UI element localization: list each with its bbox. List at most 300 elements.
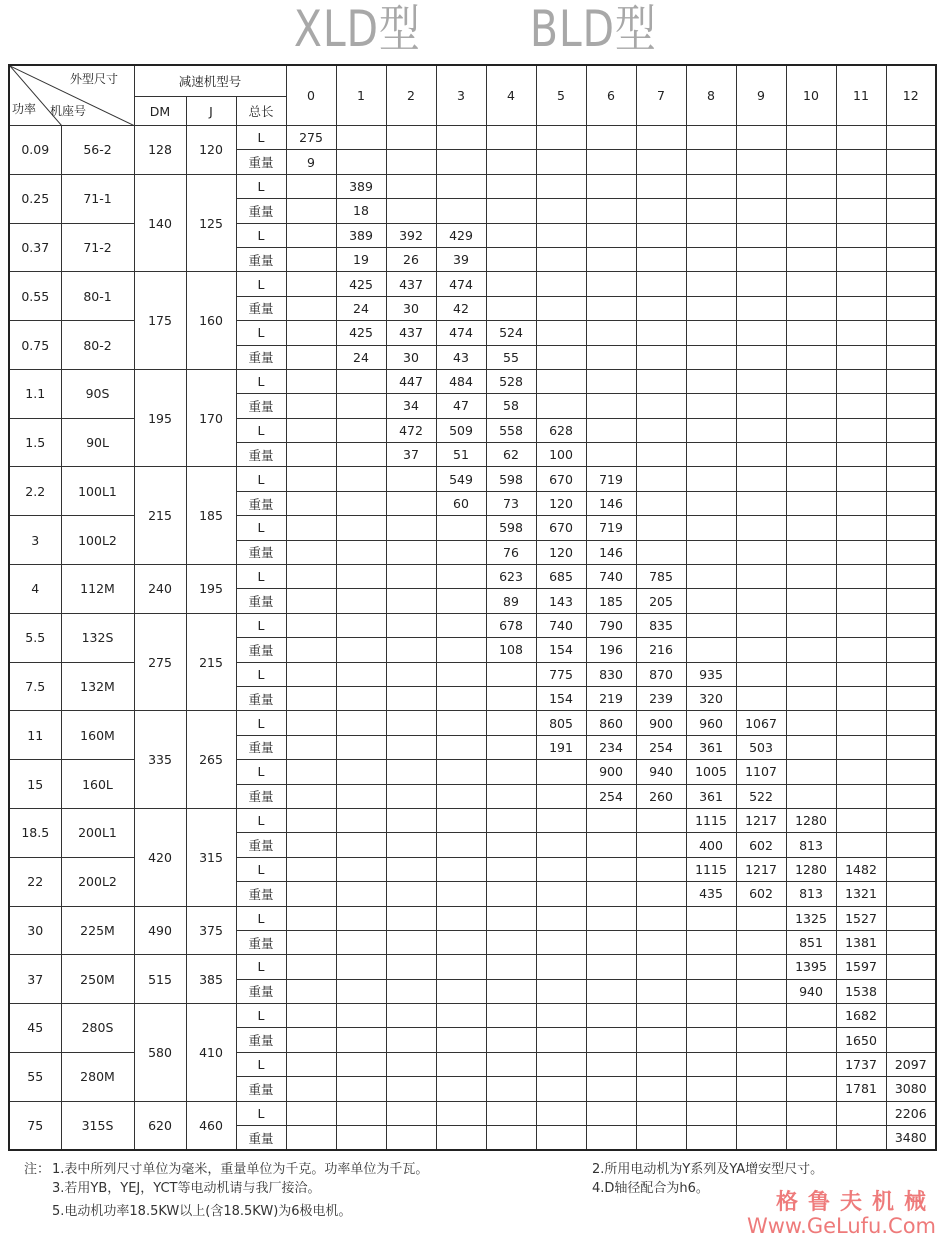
- weight-value: [436, 833, 486, 857]
- length-value: [686, 126, 736, 150]
- weight-value: [736, 443, 786, 467]
- length-value: [286, 418, 336, 442]
- length-value: 474: [436, 272, 486, 296]
- weight-value: [486, 1077, 536, 1101]
- dm-cell: 128: [134, 126, 186, 175]
- length-value: 685: [536, 565, 586, 589]
- length-value: [486, 1052, 536, 1076]
- weight-value: [486, 979, 536, 1003]
- weight-value: 435: [686, 882, 736, 906]
- weight-label: 重量: [236, 589, 286, 613]
- weight-value: 120: [536, 491, 586, 515]
- weight-value: 24: [336, 345, 386, 369]
- j-cell: 120: [186, 126, 236, 175]
- weight-value: [886, 833, 936, 857]
- length-label: L: [236, 613, 286, 637]
- weight-value: 320: [686, 686, 736, 710]
- frame-cell: 90L: [61, 418, 134, 467]
- weight-value: [336, 1126, 386, 1151]
- power-cell: 4: [9, 565, 61, 614]
- length-value: [686, 272, 736, 296]
- table-row: [9, 955, 936, 979]
- model-col-6: 6: [586, 65, 636, 126]
- weight-value: [286, 930, 336, 954]
- weight-value: [436, 882, 486, 906]
- length-value: [386, 516, 436, 540]
- weight-value: [736, 540, 786, 564]
- length-value: [736, 906, 786, 930]
- length-value: [836, 418, 886, 442]
- length-value: [586, 418, 636, 442]
- weight-value: [886, 296, 936, 320]
- length-value: [386, 174, 436, 198]
- length-value: [286, 613, 336, 637]
- length-value: [686, 418, 736, 442]
- note-4: 4.D轴径配合为h6。: [592, 1181, 709, 1196]
- weight-label: 重量: [236, 491, 286, 515]
- power-cell: 1.5: [9, 418, 61, 467]
- spec-table-body: [9, 126, 936, 1151]
- length-value: [786, 613, 836, 637]
- weight-value: 185: [586, 589, 636, 613]
- total-length-header: 总长: [236, 97, 286, 126]
- length-value: [636, 321, 686, 345]
- length-value: 1527: [836, 906, 886, 930]
- weight-value: [836, 296, 886, 320]
- weight-value: [786, 540, 836, 564]
- length-value: [586, 174, 636, 198]
- model-col-1: 1: [336, 65, 386, 126]
- weight-value: [536, 882, 586, 906]
- weight-value: [336, 491, 386, 515]
- length-value: [736, 1004, 786, 1028]
- length-value: [636, 126, 686, 150]
- length-value: [836, 467, 886, 491]
- weight-value: 39: [436, 247, 486, 271]
- length-value: 1280: [786, 808, 836, 832]
- weight-value: [536, 394, 586, 418]
- power-cell: 0.25: [9, 174, 61, 223]
- length-value: [486, 760, 536, 784]
- j-cell: 125: [186, 174, 236, 272]
- corner-power-label: 功率: [12, 102, 37, 116]
- weight-value: 254: [636, 735, 686, 759]
- table-row: [9, 272, 936, 296]
- weight-value: [886, 882, 936, 906]
- model-col-9: 9: [736, 65, 786, 126]
- notes-prefix: 注：: [24, 1162, 51, 1177]
- weight-value: [836, 735, 886, 759]
- length-value: [786, 174, 836, 198]
- weight-value: [686, 345, 736, 369]
- weight-value: 120: [536, 540, 586, 564]
- page-title: [0, 0, 950, 58]
- length-value: [786, 516, 836, 540]
- weight-value: 813: [786, 833, 836, 857]
- length-value: 598: [486, 516, 536, 540]
- length-value: 830: [586, 662, 636, 686]
- weight-value: [286, 443, 336, 467]
- weight-value: 191: [536, 735, 586, 759]
- length-value: 835: [636, 613, 686, 637]
- dm-cell: 240: [134, 565, 186, 614]
- weight-value: [336, 735, 386, 759]
- weight-value: [286, 979, 336, 1003]
- length-value: [836, 272, 886, 296]
- watermark-url: Www.GeLufu.Com: [746, 1214, 936, 1238]
- length-value: 870: [636, 662, 686, 686]
- dm-cell: 420: [134, 808, 186, 906]
- model-col-12: 12: [886, 65, 936, 126]
- length-value: 474: [436, 321, 486, 345]
- weight-value: [736, 589, 786, 613]
- length-value: [586, 321, 636, 345]
- length-value: [586, 1052, 636, 1076]
- length-value: [286, 174, 336, 198]
- power-cell: 30: [9, 906, 61, 955]
- weight-value: [786, 150, 836, 174]
- length-value: [586, 369, 636, 393]
- dm-cell: 580: [134, 1004, 186, 1102]
- table-row: [9, 613, 936, 637]
- weight-value: [736, 296, 786, 320]
- weight-value: [286, 296, 336, 320]
- weight-value: [536, 247, 586, 271]
- length-label: L: [236, 174, 286, 198]
- weight-value: [286, 735, 336, 759]
- length-label: L: [236, 808, 286, 832]
- length-value: [436, 126, 486, 150]
- length-value: 775: [536, 662, 586, 686]
- j-cell: 410: [186, 1004, 236, 1102]
- weight-value: [286, 1126, 336, 1151]
- j-cell: 265: [186, 711, 236, 809]
- length-value: 425: [336, 272, 386, 296]
- length-value: [836, 711, 886, 735]
- table-row: [9, 1101, 936, 1125]
- weight-value: [386, 882, 436, 906]
- length-label: L: [236, 1004, 286, 1028]
- length-value: [436, 1004, 486, 1028]
- weight-value: [736, 1126, 786, 1151]
- length-value: [686, 174, 736, 198]
- weight-value: [336, 833, 386, 857]
- length-value: 900: [636, 711, 686, 735]
- length-value: [736, 613, 786, 637]
- weight-value: [736, 394, 786, 418]
- length-value: [336, 857, 386, 881]
- weight-label: 重量: [236, 979, 286, 1003]
- length-value: [286, 711, 336, 735]
- length-value: 900: [586, 760, 636, 784]
- weight-value: 100: [536, 443, 586, 467]
- weight-value: [436, 784, 486, 808]
- table-row: [9, 1004, 936, 1028]
- length-value: [536, 906, 586, 930]
- length-value: [586, 1101, 636, 1125]
- weight-value: 18: [336, 199, 386, 223]
- length-value: [286, 516, 336, 540]
- weight-value: 522: [736, 784, 786, 808]
- length-value: [536, 1052, 586, 1076]
- weight-value: 9: [286, 150, 336, 174]
- weight-value: [486, 882, 536, 906]
- power-cell: 0.09: [9, 126, 61, 175]
- weight-value: [836, 199, 886, 223]
- length-value: [886, 857, 936, 881]
- weight-value: [736, 979, 786, 1003]
- length-value: [686, 369, 736, 393]
- weight-value: [536, 296, 586, 320]
- length-value: [286, 321, 336, 345]
- weight-value: [536, 784, 586, 808]
- weight-value: [486, 930, 536, 954]
- length-value: 960: [686, 711, 736, 735]
- weight-value: [286, 247, 336, 271]
- weight-value: [786, 589, 836, 613]
- weight-value: [386, 735, 436, 759]
- frame-cell: 80-1: [61, 272, 134, 321]
- model-col-4: 4: [486, 65, 536, 126]
- weight-value: [386, 491, 436, 515]
- length-value: [736, 662, 786, 686]
- length-value: [336, 662, 386, 686]
- weight-value: [886, 930, 936, 954]
- length-value: [486, 223, 536, 247]
- weight-value: 42: [436, 296, 486, 320]
- weight-label: 重量: [236, 345, 286, 369]
- weight-value: [586, 296, 636, 320]
- length-label: L: [236, 955, 286, 979]
- weight-value: 43: [436, 345, 486, 369]
- weight-value: [786, 199, 836, 223]
- weight-value: [886, 394, 936, 418]
- length-value: [286, 1004, 336, 1028]
- dm-cell: 140: [134, 174, 186, 272]
- weight-value: [636, 296, 686, 320]
- length-value: [486, 272, 536, 296]
- length-value: [536, 955, 586, 979]
- length-value: 549: [436, 467, 486, 491]
- length-value: [286, 760, 336, 784]
- weight-value: [486, 296, 536, 320]
- weight-value: [486, 686, 536, 710]
- weight-value: [336, 930, 386, 954]
- weight-value: [386, 1077, 436, 1101]
- weight-value: [636, 150, 686, 174]
- weight-value: [836, 540, 886, 564]
- weight-value: [686, 979, 736, 1003]
- length-value: [786, 760, 836, 784]
- weight-value: [686, 443, 736, 467]
- length-value: [836, 174, 886, 198]
- length-value: [736, 272, 786, 296]
- length-value: [836, 808, 886, 832]
- weight-value: 30: [386, 296, 436, 320]
- watermark: [747, 1185, 936, 1238]
- length-label: L: [236, 906, 286, 930]
- length-value: [336, 565, 386, 589]
- weight-value: [836, 394, 886, 418]
- length-value: [786, 467, 836, 491]
- spec-table: [8, 64, 937, 1151]
- power-cell: 0.75: [9, 321, 61, 370]
- length-value: 1217: [736, 857, 786, 881]
- length-label: L: [236, 662, 286, 686]
- weight-value: [686, 930, 736, 954]
- length-value: [486, 711, 536, 735]
- weight-value: [336, 540, 386, 564]
- weight-value: [886, 491, 936, 515]
- length-value: 2206: [886, 1101, 936, 1125]
- length-value: [536, 126, 586, 150]
- model-col-10: 10: [786, 65, 836, 126]
- weight-value: 813: [786, 882, 836, 906]
- weight-value: [536, 199, 586, 223]
- table-row: [9, 711, 936, 735]
- length-value: [786, 1101, 836, 1125]
- length-value: [336, 906, 386, 930]
- weight-value: [786, 784, 836, 808]
- length-value: [686, 1052, 736, 1076]
- length-value: 389: [336, 174, 386, 198]
- frame-cell: 90S: [61, 369, 134, 418]
- weight-value: [436, 540, 486, 564]
- weight-value: [286, 540, 336, 564]
- length-value: [436, 760, 486, 784]
- length-value: [436, 955, 486, 979]
- length-value: [486, 1004, 536, 1028]
- weight-value: [836, 1126, 886, 1151]
- weight-value: [536, 150, 586, 174]
- length-value: [336, 711, 386, 735]
- length-value: 1107: [736, 760, 786, 784]
- length-label: L: [236, 223, 286, 247]
- length-value: [686, 906, 736, 930]
- length-value: [486, 662, 536, 686]
- length-value: [336, 1052, 386, 1076]
- weight-value: [536, 1077, 586, 1101]
- length-value: [286, 1052, 336, 1076]
- weight-value: 260: [636, 784, 686, 808]
- length-value: [586, 272, 636, 296]
- length-value: [886, 906, 936, 930]
- length-value: 1115: [686, 808, 736, 832]
- length-value: [536, 760, 586, 784]
- table-row: [9, 174, 936, 198]
- weight-value: [336, 150, 386, 174]
- length-value: [736, 1052, 786, 1076]
- weight-value: [886, 345, 936, 369]
- weight-label: 重量: [236, 540, 286, 564]
- length-value: [586, 126, 636, 150]
- length-value: [636, 1101, 686, 1125]
- table-row: [9, 369, 936, 393]
- weight-value: [486, 833, 536, 857]
- weight-value: [786, 394, 836, 418]
- length-value: 935: [686, 662, 736, 686]
- length-value: 437: [386, 272, 436, 296]
- weight-value: [286, 199, 336, 223]
- length-value: [486, 955, 536, 979]
- length-value: [436, 1052, 486, 1076]
- length-label: L: [236, 321, 286, 345]
- length-value: [886, 369, 936, 393]
- weight-value: [786, 443, 836, 467]
- weight-value: [736, 199, 786, 223]
- weight-value: 1381: [836, 930, 886, 954]
- weight-value: [686, 638, 736, 662]
- length-value: 790: [586, 613, 636, 637]
- weight-value: [286, 833, 336, 857]
- weight-value: [836, 247, 886, 271]
- length-value: [336, 418, 386, 442]
- length-label: L: [236, 369, 286, 393]
- weight-value: [636, 833, 686, 857]
- weight-value: [386, 540, 436, 564]
- length-value: [586, 808, 636, 832]
- length-value: [286, 662, 336, 686]
- note-2: 2.所用电动机为Y系列及YA增安型尺寸。: [592, 1162, 824, 1177]
- length-value: 2097: [886, 1052, 936, 1076]
- length-value: [786, 711, 836, 735]
- weight-value: [336, 638, 386, 662]
- weight-value: [786, 491, 836, 515]
- weight-value: [686, 247, 736, 271]
- weight-value: [386, 638, 436, 662]
- weight-value: [636, 540, 686, 564]
- frame-cell: 225M: [61, 906, 134, 955]
- power-cell: 55: [9, 1052, 61, 1101]
- j-cell: 160: [186, 272, 236, 370]
- length-value: [786, 321, 836, 345]
- length-value: [786, 565, 836, 589]
- length-value: 623: [486, 565, 536, 589]
- length-value: [436, 808, 486, 832]
- length-value: [436, 711, 486, 735]
- weight-value: [686, 589, 736, 613]
- length-value: [636, 906, 686, 930]
- weight-value: [286, 882, 336, 906]
- length-value: [486, 906, 536, 930]
- length-value: 524: [486, 321, 536, 345]
- weight-value: [636, 1028, 686, 1052]
- weight-value: [886, 247, 936, 271]
- weight-value: [286, 638, 336, 662]
- length-value: [886, 662, 936, 686]
- weight-value: [636, 930, 686, 954]
- length-value: [486, 126, 536, 150]
- frame-cell: 80-2: [61, 321, 134, 370]
- weight-value: [436, 199, 486, 223]
- length-value: [286, 857, 336, 881]
- length-value: [636, 808, 686, 832]
- weight-value: [336, 394, 386, 418]
- weight-value: [586, 345, 636, 369]
- length-value: 437: [386, 321, 436, 345]
- weight-value: [586, 394, 636, 418]
- weight-value: [636, 882, 686, 906]
- length-value: 528: [486, 369, 536, 393]
- length-value: [886, 760, 936, 784]
- length-value: [636, 223, 686, 247]
- table-row: [9, 126, 936, 150]
- weight-value: [736, 1028, 786, 1052]
- length-value: [486, 1101, 536, 1125]
- weight-label: 重量: [236, 199, 286, 223]
- length-label: L: [236, 857, 286, 881]
- length-value: [836, 613, 886, 637]
